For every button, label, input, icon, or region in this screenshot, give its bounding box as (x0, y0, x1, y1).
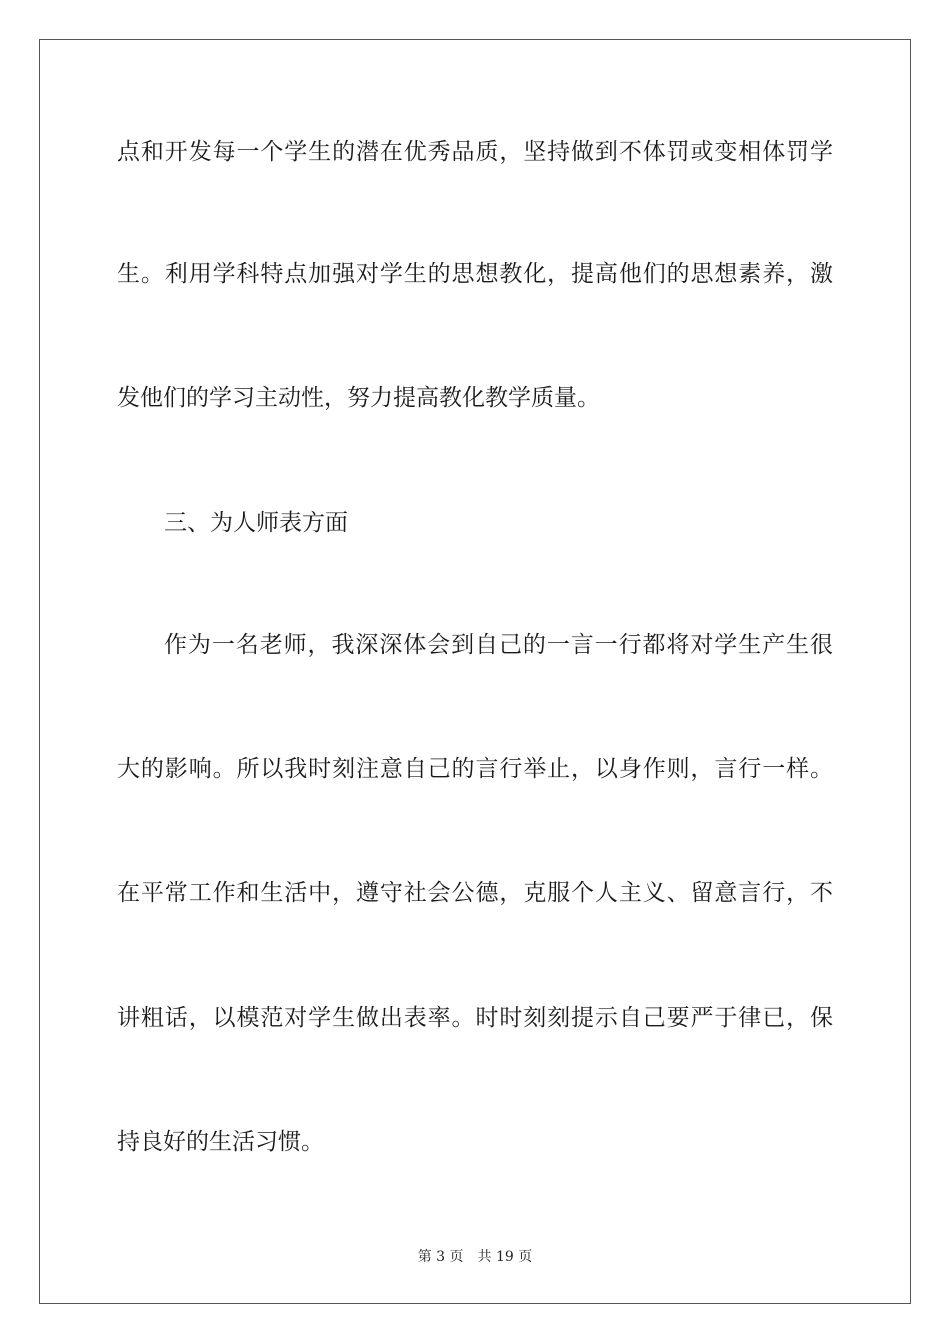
paragraph-line: 发他们的学习主动性，努力提高教化教学质量。 (117, 385, 600, 411)
paragraph-line: 点和开发每一个学生的潜在优秀品质，坚持做到不体罚或变相体罚学 (117, 139, 833, 165)
paragraph-line: 讲粗话，以模范对学生做出表率。时时刻刻提示自己要严于律已，保 (117, 1005, 833, 1031)
page-number-footer: 第 3 页 共 19 页 (417, 1249, 533, 1265)
paragraph-line: 在平常工作和生活中，遵守社会公德，克服个人主义、留意言行，不 (117, 880, 833, 906)
paragraph-line: 大的影响。所以我时刻注意自己的言行举止，以身作则，言行一样。 (117, 756, 833, 782)
page-border (39, 39, 911, 1304)
section-heading: 三、为人师表方面 (164, 510, 348, 536)
paragraph-line: 作为一名老师，我深深体会到自己的一言一行都将对学生产生很 (164, 632, 833, 658)
paragraph-line: 生。利用学科特点加强对学生的思想教化，提高他们的思想素养，激 (117, 261, 833, 287)
paragraph-line: 持良好的生活习惯。 (117, 1129, 324, 1155)
